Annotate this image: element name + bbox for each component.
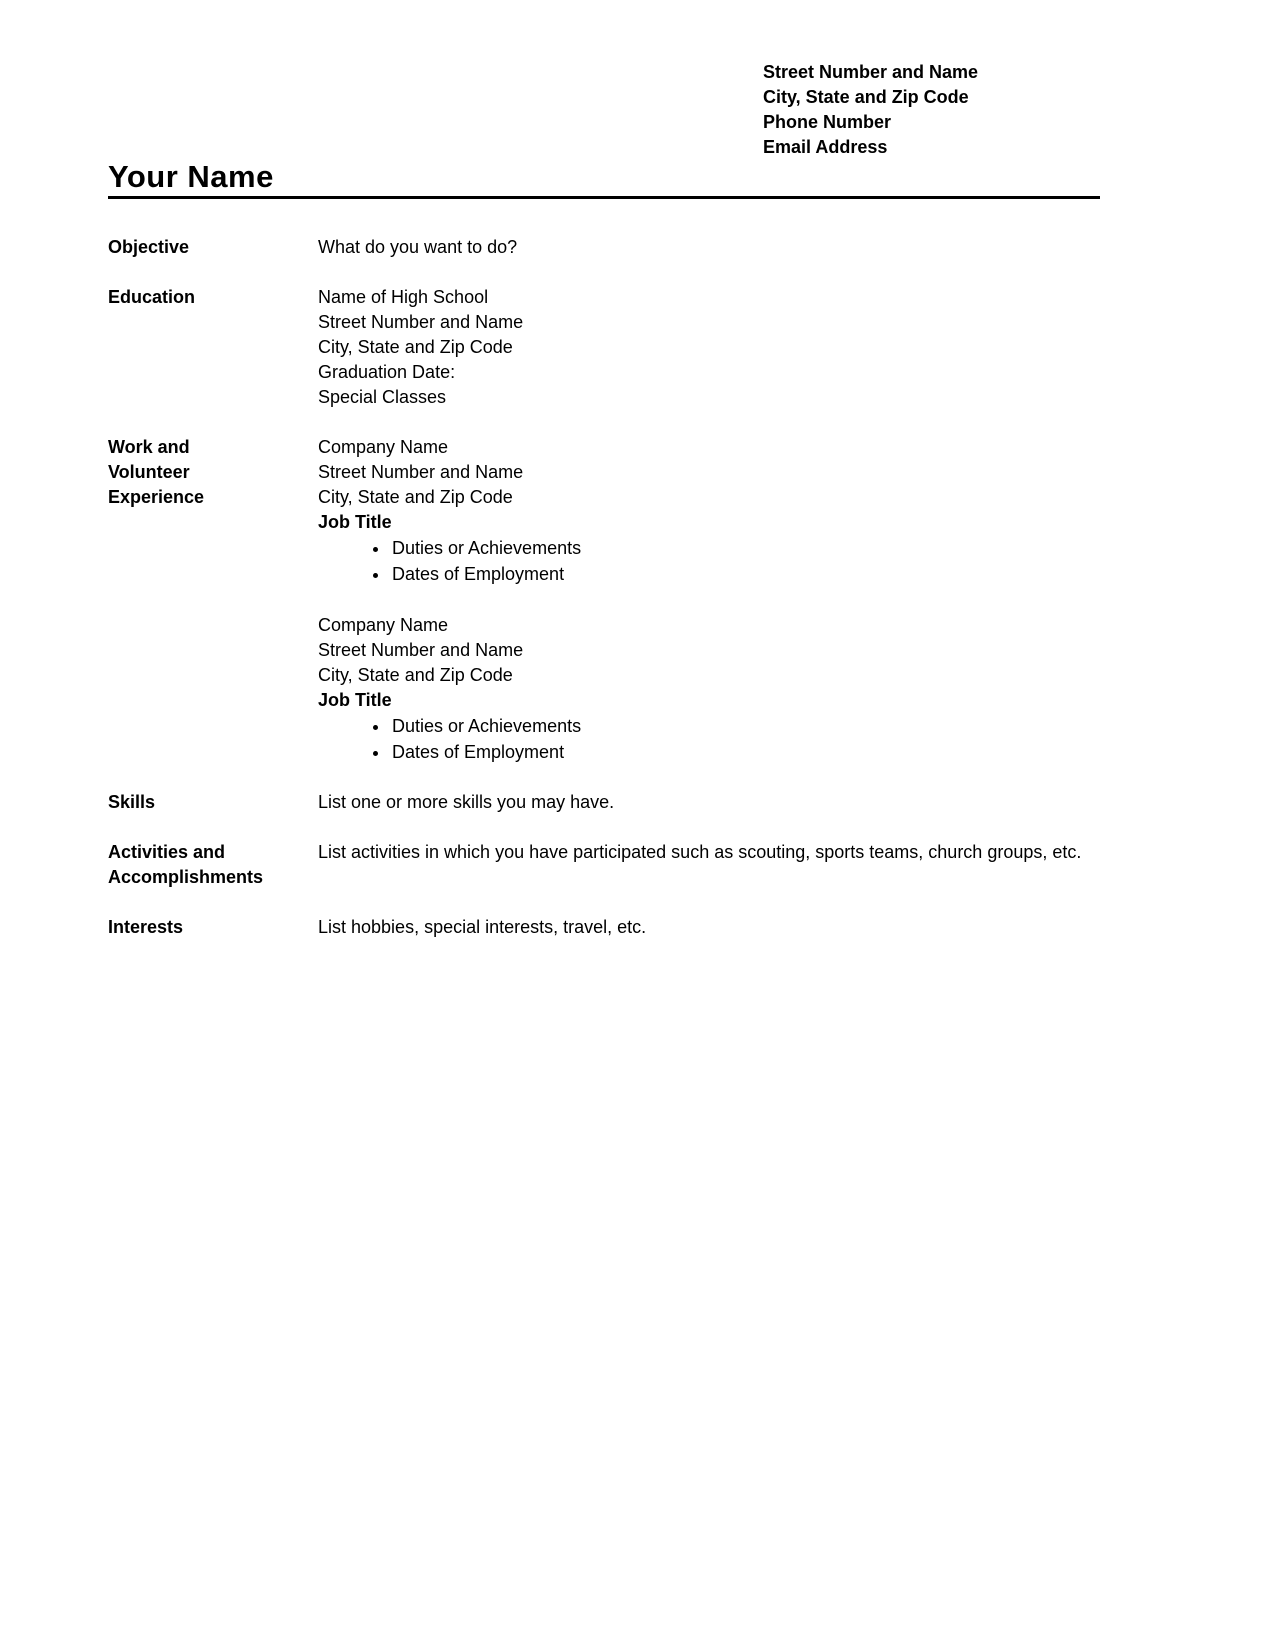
- job1-city: City, State and Zip Code: [318, 487, 513, 507]
- job1-bullet-list: [318, 535, 1163, 587]
- education-details: [318, 285, 1163, 410]
- job1-bullet-duties: • Duties or Achievements: [390, 535, 1163, 561]
- section-interests: [108, 915, 1163, 940]
- activities-label: [108, 840, 318, 890]
- section-education: [108, 285, 1163, 410]
- education-city: City, State and Zip Code: [318, 337, 513, 357]
- contact-city: City, State and Zip Code: [763, 87, 969, 107]
- page-title: Your Name: [108, 159, 274, 194]
- job2-bullet-list: [318, 713, 1163, 765]
- activities-label-line1: Activities and: [108, 842, 226, 862]
- job2-title: Job Title: [318, 690, 392, 710]
- job2-street: Street Number and Name: [318, 640, 524, 660]
- job2-city: City, State and Zip Code: [318, 665, 513, 685]
- education-school: Name of High School: [318, 287, 489, 307]
- job1-bullet-dates: • Dates of Employment: [390, 561, 1163, 587]
- skills-label: Skills: [108, 792, 156, 812]
- section-work-experience: [108, 435, 1163, 765]
- work-label-line1: Work and: [108, 437, 190, 457]
- resume-body: [108, 235, 1163, 940]
- skills-text: List one or more skills you may have.: [318, 792, 615, 812]
- interests-label: Interests: [108, 917, 184, 937]
- section-skills: [108, 790, 1163, 815]
- education-label: Education: [108, 287, 196, 307]
- contact-block: [763, 60, 1163, 160]
- activities-text: List activities in which you have participated such as scouting, sports teams, church groups, etc.: [318, 842, 1082, 862]
- job2-bullet-dates: • Dates of Employment: [390, 739, 1163, 765]
- work-label-line3: Experience: [108, 487, 205, 507]
- job2-company: Company Name: [318, 615, 449, 635]
- work-label-line2: Volunteer: [108, 462, 190, 482]
- objective-label: Objective: [108, 237, 190, 257]
- section-objective: [108, 235, 1163, 260]
- work-label: [108, 435, 318, 765]
- education-street: Street Number and Name: [318, 312, 524, 332]
- section-activities: [108, 840, 1163, 890]
- interests-text: List hobbies, special interests, travel, etc.: [318, 917, 647, 937]
- name-header: [108, 161, 1100, 199]
- education-classes: Special Classes: [318, 387, 447, 407]
- job-entry-2: [318, 613, 1163, 765]
- contact-email: Email Address: [763, 137, 888, 157]
- contact-street: Street Number and Name: [763, 62, 979, 82]
- job-entry-1: [318, 435, 1163, 587]
- contact-phone: Phone Number: [763, 112, 892, 132]
- job1-title: Job Title: [318, 512, 392, 532]
- objective-text: What do you want to do?: [318, 237, 518, 257]
- education-graduation: Graduation Date:: [318, 362, 456, 382]
- job1-company: Company Name: [318, 437, 449, 457]
- activities-label-line2: Accomplishments: [108, 867, 264, 887]
- work-details: [318, 435, 1163, 765]
- job1-street: Street Number and Name: [318, 462, 524, 482]
- job2-bullet-duties: • Duties or Achievements: [390, 713, 1163, 739]
